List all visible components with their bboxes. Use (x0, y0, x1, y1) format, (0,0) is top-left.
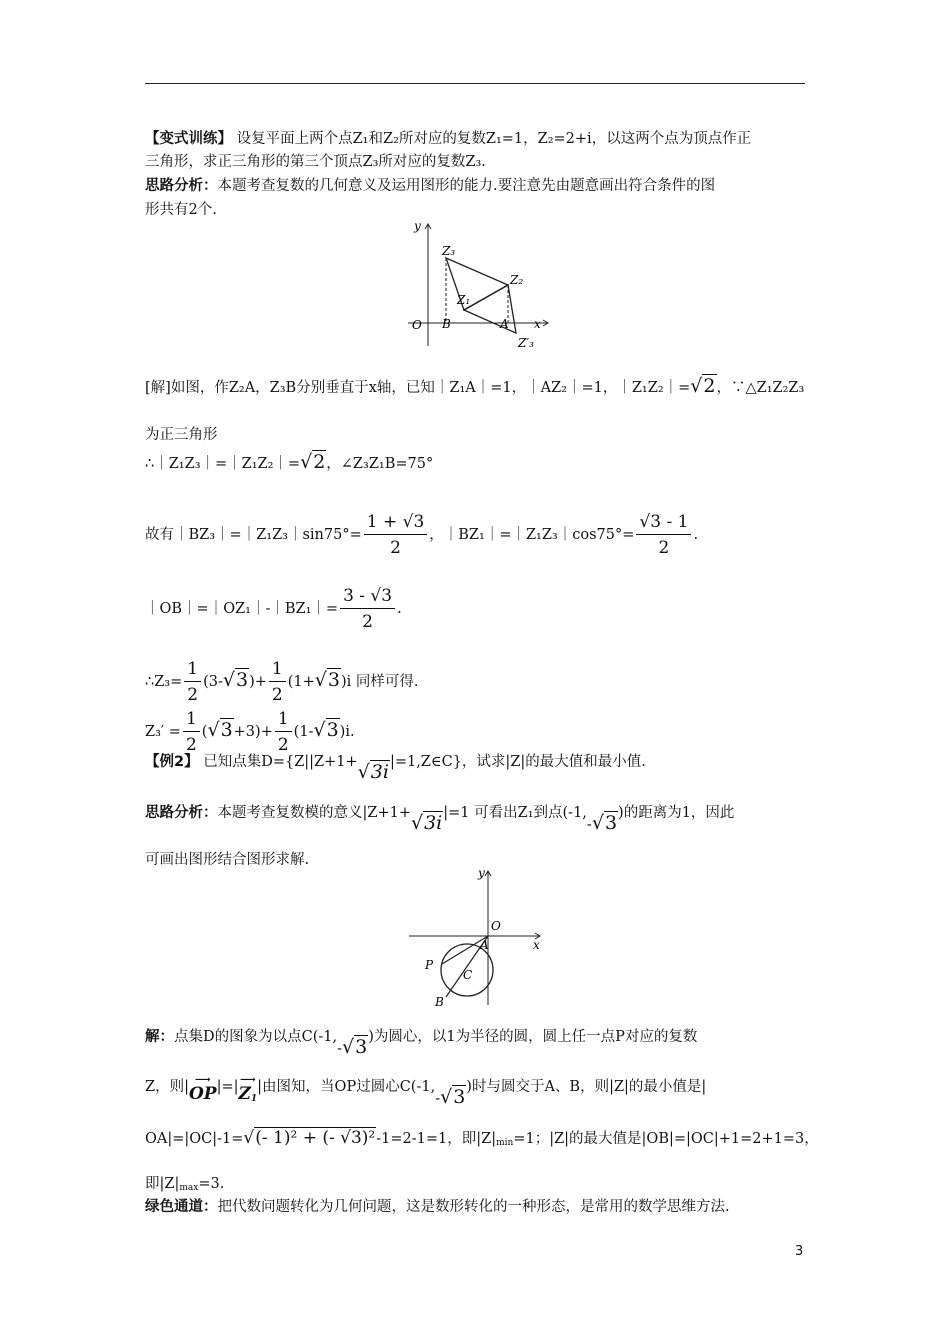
sol1-text-6c: )+ (249, 674, 267, 690)
green-channel-line (145, 1197, 730, 1217)
sol1-text-6d: (1+ (287, 674, 315, 690)
fig2-origin-label: O (491, 919, 501, 933)
analysis1-line-2: 形共有2个. (145, 202, 217, 218)
sol2-text-2d: )时与圆交于A、B，则|Z|的最小值是| (466, 1079, 707, 1095)
fraction-half: $\frac{1}{2}$ (269, 659, 286, 705)
sqrt-radical: √(- 1)² + (- √3)² (243, 1128, 376, 1148)
fraction-half: $\frac{1}{2}$ (275, 709, 292, 755)
sol2-line-4 (145, 1174, 224, 1194)
sol2-text-4a: 即|Z| (145, 1176, 180, 1192)
analysis2-line-1 (145, 803, 734, 835)
sol1-text-6b: (3- (203, 674, 223, 690)
vector-op: ⟶ OP (188, 1073, 217, 1104)
sol1-text-4b: ，｜BZ₁｜=｜Z₁Z₃｜cos75°= (429, 527, 635, 543)
fig2-c-label: C (463, 968, 473, 982)
sol2-label: 解： (145, 1029, 174, 1045)
sol1-line-3 (145, 452, 433, 474)
fraction-bz3: $\frac{1 + √3}{2}$ (364, 512, 428, 558)
variant-line-1 (145, 129, 751, 149)
fraction-half: $\frac{1}{2}$ (184, 659, 201, 705)
fraction-bz1: $\frac{√3 - 1}{2}$ (636, 512, 691, 558)
sol1-line-1 (145, 376, 804, 398)
sol2-text-2b: |=| (216, 1079, 239, 1095)
sol1-text-7e: )i. (339, 724, 355, 740)
sol2-line-1 (145, 1027, 697, 1059)
sub-max: max (179, 1183, 199, 1193)
sqrt-3: √3 (313, 719, 339, 741)
sqrt-3i: √3i (410, 812, 443, 834)
sqrt-2: √2 (690, 375, 716, 397)
fig1-z3-label: Z₃ (442, 244, 456, 258)
sol1-text-6e: )i 同样可得. (340, 674, 419, 690)
sol1-line-2: 为正三角形 (145, 427, 218, 443)
minus-sqrt-3: -√3 (337, 1036, 368, 1058)
example2-tag: 【例2】 (145, 754, 199, 770)
fig2-b-label: B (435, 995, 444, 1009)
sol1-text-6a: ∴Z₃= (145, 674, 183, 690)
sol1-text-5a: ｜OB｜=｜OZ₁｜-｜BZ₁｜= (145, 601, 339, 617)
fig1-b-label: B (442, 317, 451, 331)
analysis2-line-2: 可画出图形结合图形求解. (145, 852, 310, 868)
sqrt-2: √2 (300, 451, 326, 473)
sol1-text-7c: +3)+ (233, 724, 273, 740)
sol1-text-4a: 故有｜BZ₃｜=｜Z₁Z₃｜sin75°= (145, 527, 362, 543)
sol2-text-4b: =3. (198, 1176, 225, 1192)
fig2-a-label: A (480, 938, 489, 952)
sqrt-3: √3 (314, 669, 340, 691)
header-rule (145, 83, 805, 84)
sol1-text-7a: Z₃′ = (145, 724, 181, 740)
sol1-text-7b: ( (201, 724, 208, 740)
analysis2-text-a: 本题考查复数模的意义|Z+1+ (217, 805, 411, 821)
sol2-text-3b: -1=2-1=1，即|Z| (376, 1131, 497, 1147)
fig1-origin-label: O (412, 318, 422, 332)
vector-z1: ⟶ $Z_1$ (238, 1073, 258, 1104)
fig1-z2-label: Z₂ (510, 273, 524, 287)
page-number: 3 (795, 1244, 804, 1259)
minus-sqrt-3: -√3 (586, 812, 618, 834)
sol1-text-3b: ，∠Z₃Z₁B=75° (326, 456, 434, 472)
fig1-z3prime-label: Z′₃ (518, 336, 534, 350)
fig1-z1-label: Z₁ (457, 293, 471, 307)
variant-tag: 【变式训练】 (145, 131, 232, 147)
analysis1-line-1 (145, 176, 715, 196)
sol1-text-3a: ∴｜Z₁Z₃｜=｜Z₁Z₂｜= (145, 456, 301, 472)
sol2-text-2a: Z，则| (145, 1079, 189, 1095)
analysis1-text-1: 本题考查复数的几何意义及运用图形的能力.要注意先由题意画出符合条件的图 (217, 178, 716, 194)
sol2-text-1b: )为圆心，以1为半径的圆，圆上任一点P对应的复数 (368, 1029, 698, 1045)
fraction-half: $\frac{1}{2}$ (183, 709, 200, 755)
analysis2-text-c: )的距离为1，因此 (618, 805, 735, 821)
minus-sqrt-3: -√3 (435, 1086, 466, 1108)
sol2-text-3c: =1；|Z|的最大值是|OB|=|OC|+1=2+1=3， (513, 1131, 819, 1147)
variant-text-1: 设复平面上两个点Z₁和Z₂所对应的复数Z₁=1，Z₂=2+i，以这两个点为顶点作正 (236, 131, 752, 147)
sol2-text-3a: OA|=|OC|-1= (145, 1131, 244, 1147)
variant-line-2: 三角形，求正三角形的第三个顶点Z₃所对应的复数Z₃. (145, 154, 486, 170)
fig2-p-label: P (425, 958, 434, 972)
sqrt-3: √3 (207, 719, 233, 741)
sqrt-3: √3 (222, 669, 249, 691)
fig2-y-label: y (478, 866, 485, 880)
figure-circle (405, 865, 555, 1010)
fraction-ob: $\frac{3 - √3}{2}$ (340, 586, 395, 632)
fig1-x-label: x (534, 317, 541, 331)
sol1-line-5: ｜OB｜=｜OZ₁｜-｜BZ₁｜= $\frac{3 - √3}{2}$ . (145, 586, 402, 632)
sol1-line-4: 故有｜BZ₃｜=｜Z₁Z₃｜sin75°= $\frac{1 + √3}{2}$ ，｜BZ₁｜=｜Z₁Z₃｜cos75°= $\frac{√3 - 1}{2}$ . (145, 512, 699, 558)
sol1-text-7d: (1- (293, 724, 314, 740)
analysis1-label: 思路分析： (145, 178, 218, 194)
sol1-text-1-tail: ，∵△Z₁Z₂Z₃ (716, 380, 805, 396)
fig2-x-label: x (533, 938, 540, 952)
green-label: 绿色通道： (145, 1199, 218, 1215)
figure-triangle (400, 218, 560, 358)
sol2-line-3 (145, 1128, 819, 1149)
example2-text-a: 已知点集D={Z||Z+1+ (203, 754, 358, 770)
example2-line (145, 752, 646, 782)
analysis2-text-b: |=1 可看出Z₁到点(-1, (443, 805, 587, 821)
fig1-a-label: A (500, 317, 509, 331)
fig1-y-label: y (414, 219, 421, 233)
analysis2-label: 思路分析： (145, 805, 218, 821)
sol1-line-7 (145, 709, 355, 755)
sol2-line-2 (145, 1073, 707, 1109)
sol1-line-6 (145, 659, 419, 705)
sol2-text-1a: 点集D的图象为以点C(-1, (174, 1029, 338, 1045)
sqrt-3i: √3i (357, 761, 389, 783)
green-text: 把代数问题转化为几何问题，这是数形转化的一种形态，是常用的数学思维方法. (217, 1199, 730, 1215)
example2-text-b: |=1,Z∈C}，试求|Z|的最大值和最小值. (389, 754, 646, 770)
sol1-text-1: [解]如图，作Z₂A，Z₃B分别垂直于x轴，已知｜Z₁A｜=1，｜AZ₂｜=1，｜Z₁Z₂｜= (145, 380, 691, 396)
sub-min: min (496, 1138, 514, 1148)
sol2-text-2c: |由图知，当OP过圆心C(-1, (257, 1079, 436, 1095)
